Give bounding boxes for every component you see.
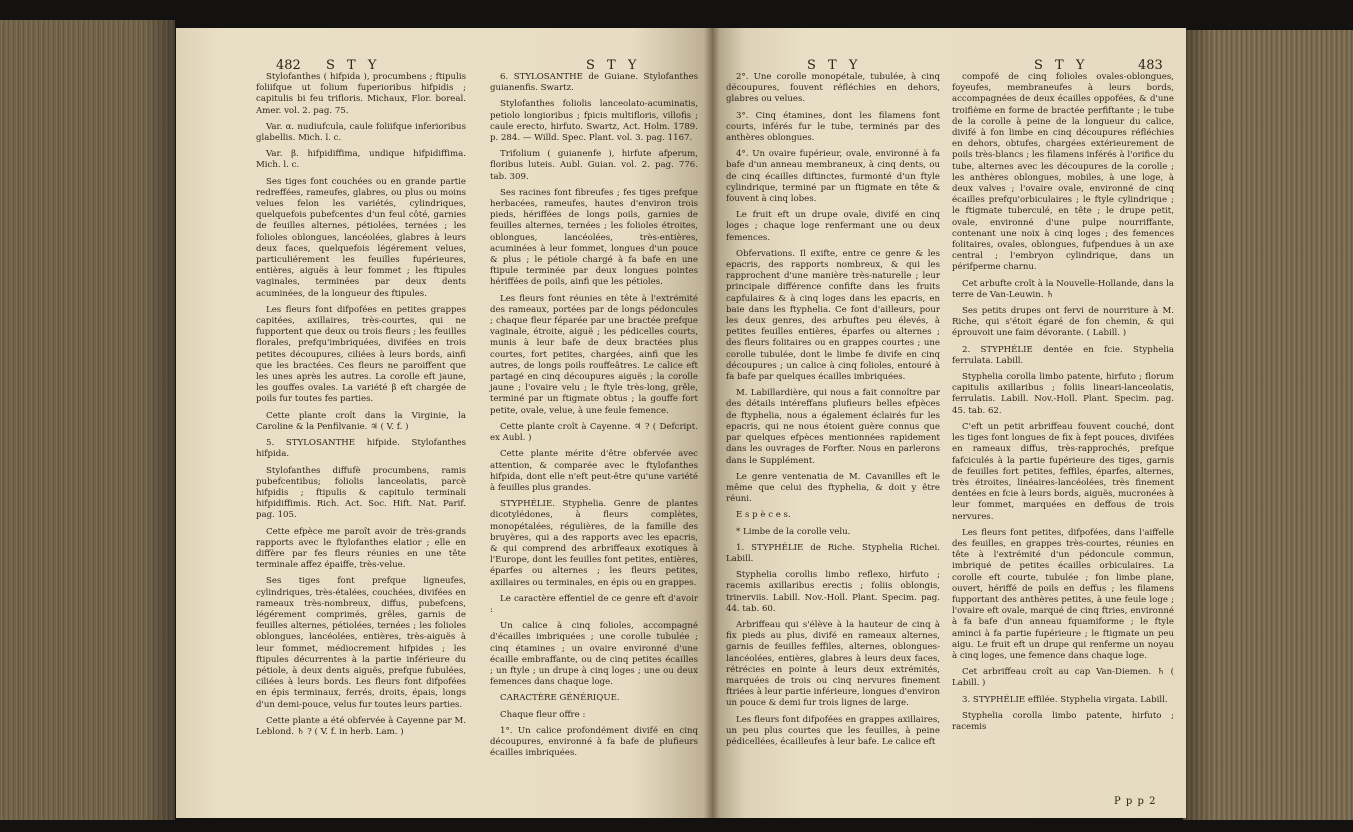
paragraph: 2°. Une corolle monopétale, tubulée, à cinq découpures, fouvent réfléchies en dehors, glabres ou velues. [726, 72, 940, 105]
paragraph: Var. α. nudiufcula, caule foliifque inferioribus glabellis. Mich. l. c. [256, 121, 466, 144]
signature-mark: P p p 2 [1114, 796, 1157, 807]
paragraph: Le genre ventenatia de M. Cavanilles eft le même que celui des ftyphelia, & doit y être réuni. [726, 471, 940, 505]
paragraph: * Limbe de la corolle velu. [736, 526, 851, 537]
paragraph: Trifolium ( guianenfe ), hirfute afperum, floribus luteis. Aubl. Guian. vol. 2. pag. 776. tab. 309. [490, 149, 698, 182]
paragraph: Ses petits drupes ont fervi de nourriture à M. Riche, qui s'étoit égaré de fon chemin, & qui éprouvoit une faim dévorante. ( Labill. ) [952, 306, 1174, 339]
paragraph: Les fleurs font réunies en tête à l'extrémité des rameaux, portées par de longs pédoncules ; chaque fleur féparée par une bractée prefque vaginale, étroite, aiguë ; les pédicelles courts, munis à leur bafe de deux bractées plus courtes, fort petites, chargées, ainfi que les autres, de longs poils rouffeâtres. Le calice eft partagé en cinq découpures aiguës ; la corolle jaune ; l'ovaire velu ; le ftyle très-long, grêle, terminé par un ftigmate obtus ; la gouffe fort petite, ovale, velue, à une feule femence. [490, 293, 698, 416]
paragraph: Ses tiges font couchées ou en grande partie redreffées, rameufes, glabres, ou plus ou moins velues felon les variétés, cylindriques, quelquefois pubefcentes d'un feul côté, garnies de feuilles alternes, pétiolées, ternées ; les folioles oblongues, lancéolées, glabres à leurs deux faces, quelquefois légérement velues, particuliérement les feuilles fupérieures, entières, aiguës à leur fommet ; les ftipules vaginales, terminées par deux dents acuminées, de la longueur des ftipules. [256, 176, 466, 299]
paragraph: 3. STYPHÉLIE effilée. Styphelia virgata. Labill. [962, 694, 1168, 705]
right-running-head-2: S T Y [1034, 58, 1089, 73]
paragraph: C'eft un petit arbriffeau fouvent couché, dont les tiges font longues de fix à fept pouces, divifées en rameaux diffus, très-rapprochés, prefque fafciculés à la partie fupérieure des tiges, garnis de feuilles fort petites, feffiles, éparfes, alternes, très étroites, linéaires-lancéolées, très finement dentées en fcie à leurs bords, aiguës, mucronées à leur fommet, marquées en deffous de trois nervures. [952, 421, 1174, 522]
right-page [712, 28, 1186, 818]
right-column-1 [726, 72, 940, 753]
left-running-head-2: S T Y [586, 58, 641, 73]
paragraph: Arbriffeau qui s'élève à la hauteur de cinq à fix pieds au plus, divifé en rameaux alternes, garnis de feuilles feffiles, alternes, oblongues-lancéolées, entières, glabres à leurs deux faces, rétrécies en pointe à leurs deux extrémités, marquées de trois ou cinq nervures finement ftriées à leur partie inférieure, longues d'environ un pouce & demi fur trois lignes de large. [726, 619, 940, 709]
left-column-1 [256, 72, 466, 743]
paragraph: 6. STYLOSANTHE de Guiane. Stylofanthes guianenfis. Swartz. [490, 72, 698, 94]
right-page-number: 483 [1138, 58, 1163, 73]
paragraph: Ses racines font fibreufes ; fes tiges prefque herbacées, rameufes, hautes d'environ trois pieds, hériffées de longs poils, garnies de feuilles alternes, ternées ; les folioles étroites, oblongues, lancéolées, très-entières, acuminées à leur fommet, longues d'un pouce & plus ; le pétiole chargé à fa bafe en une ftipule terminée par deux longues pointes hériffées de poils, ainfi que les pétioles. [490, 187, 698, 288]
paragraph: Styphelia corolla limbo patente, hirfuto ; florum capitulis axillaribus ; foliis lineari-lanceolatis, ferrulatis. Labill. Nov.-Holl. Plant. Specim. pag. 45. tab. 62. [952, 372, 1174, 416]
paragraph: Cette efpèce me paroît avoir de très-grands rapports avec le ftylofanthes elatior ; elle en diffère par fes fleurs réunies en une tête terminale affez épaiffe, très-velue. [256, 526, 466, 571]
paragraph: compofé de cinq folioles ovales-oblongues, foyeufes, membraneufes à leurs bords, accompagnées de deux écailles oppofées, & d'une troifième en forme de bractée perfiftante ; le tube de la corolle à peine de la longueur du calice, divifé à fon limbe en cinq découpures réfléchies en dehors, obtufes, chargées extérieurement de poils très-blancs ; les filamens inférés à l'orifice du tube, alternes avec les découpures de la corolle ; les anthères oblongues, mobiles, à une loge, à deux valves ; l'ovaire ovale, environné de cinq écailles prefqu'orbiculaires ; le ftyle cylindrique ; le ftigmate tuberculé, en tête ; le drupe petit, ovale, environné d'une pulpe nourriffante, contenant une noix à cinq loges ; des femences folitaires, ovales, oblongues, fufpendues à un axe central ; l'embryon cylindrique, dans un périfperme charnu. [952, 72, 1174, 273]
paragraph: Chaque fleur offre : [500, 709, 586, 720]
paragraph: Cette plante croît dans la Virginie, la Caroline & la Penfilvanie. ♃ ( V. f. ) [256, 410, 466, 432]
left-page-number: 482 [276, 58, 301, 73]
paragraph: Cet arbufte croît à la Nouvelle-Hollande, dans la terre de Van-Leuwin. ♄ [952, 278, 1174, 300]
paragraph: Styphelia corollis limbo reflexo, hirfuto ; racemis axillaribus erectis ; foliis oblongis, trinerviis. Labill. Nov.-Holl. Plant. Specim. pag. 44. tab. 60. [726, 570, 940, 614]
paragraph: Cette plante mérite d'être obfervée avec attention, & comparée avec le ftylofanthes hifpida, dont elle n'eft peut-être qu'une variété à feuilles plus grandes. [490, 449, 698, 493]
paragraph: 1. STYPHÉLIE de Riche. Styphelia Richei. Labill. [726, 542, 940, 564]
paragraph: Obfervations. Il exifte, entre ce genre & les epacris, des rapports nombreux, & qui les rapprochent d'une manière très-naturelle ; leur principale différence confifte dans les fruits capfulaires & à cinq loges dans les epacris, en baie dans les ftyphelia. Ce font d'ailleurs, pour les deux genres, des arbuftes peu élevés, à petites feuilles entières, éparfes ou alternes ; des fleurs folitaires ou en grappes courtes ; une corolle tubulée, dont le limbe fe divife en cinq découpures ; un calice à cinq folioles, entouré à fa bafe par quelques écailles imbriquées. [726, 248, 940, 383]
left-running-head-1: S T Y [326, 58, 381, 73]
paragraph: Cette plante a été obfervée à Cayenne par M. Leblond. ♄ ? ( V. f. in herb. Lam. ) [256, 715, 466, 737]
right-column-2 [952, 72, 1174, 738]
paragraph: Les fleurs font difpofées en grappes axillaires, un peu plus courtes que les feuilles, à peine pédicellées, écailleufes à leur bafe. Le calice eft [726, 714, 940, 747]
paragraph: Le caractère effentiel de ce genre eft d'avoir : [490, 593, 698, 615]
paragraph: M. Labillardière, qui nous a fait connoître par des détails intéreffans plufieurs belles efpèces de ftyphelia, nous a également éclairés fur les epacris, qui ne nous étoient guère connus que par quelques efpèces mentionnées rapidement dans les ouvrages de Forfter. Nous en parlerons dans le Supplément. [726, 388, 940, 466]
paragraph: Un calice à cinq folioles, accompagné d'écailles imbriquées ; une corolle tubulée ; cinq étamines ; un ovaire environné d'une écaille embraffante, ou de cinq petites écailles ; un ftyle ; un drupe à cinq loges ; une ou deux femences dans chaque loge. [490, 621, 698, 688]
left-column-2 [490, 72, 698, 764]
paragraph: Var. β. hifpidiffima, undique hifpidiffima. Mich. l. c. [256, 149, 466, 171]
book-gutter [704, 28, 720, 818]
paragraph: 5. STYLOSANTHE hifpide. Stylofanthes hifpida. [256, 438, 466, 460]
paragraph: Stylofanthes ( hifpida ), procumbens ; ftipulis foliifque ut folium fuperioribus hifpidis ; capitulis bi feu trifloris. Michaux, Flor. boreal. Amer. vol. 2. pag. 75. [256, 72, 466, 116]
right-running-head-1: S T Y [807, 58, 862, 73]
paragraph: 4°. Un ovaire fupérieur, ovale, environné à fa bafe d'un anneau membraneux, à cinq dents, ou de cinq écailles diftinctes, furmonté d'un ftyle cylindrique, terminé par un ftigmate en tête & fouvent à cinq lobes. [726, 149, 940, 205]
paragraph: CARACTÈRE GÉNÉRIQUE. [500, 693, 620, 704]
paragraph: 3°. Cinq étamines, dont les filamens font courts, inférés fur le tube, terminés par des anthères oblongues. [726, 110, 940, 144]
paragraph: STYPHÉLIE. Styphelia. Genre de plantes dicotylédones, à fleurs complètes, monopétalées, régulières, de la famille des bruyères, qui a des rapports avec les epacris, & qui comprend des arbriffeaux exotiques à l'Europe, dont les feuilles font petites, entières, éparfes ou alternes ; les fleurs petites, axillaires ou terminales, en épis ou en grappes. [490, 499, 698, 588]
paragraph: Stylofanthes diffufè procumbens, ramis pubefcentibus; foliolis lanceolatis, parcè hifpidis ; ftipulis & capitulo terminali hifpidiffimis. Rich. Act. Soc. Hift. Nat. Parif. pag. 105. [256, 465, 466, 521]
paragraph: Stylofanthes foliolis lanceolato-acuminatis, petiolo longioribus ; fpicis multifloris, villofis ; caule erecto, hirfuto. Swartz, Act. Holm. 1789. p. 284. — Willd. Spec. Plant. vol. 3. pag. 1167. [490, 99, 698, 144]
paragraph: Cet arbriffeau croît au cap Van-Diemen. ♄ ( Labill. ) [952, 667, 1174, 689]
paragraph: Cette plante croît à Cayenne. ♃ ? ( Defcript. ex Aubl. ) [490, 421, 698, 444]
paragraph: Styphelia corolla limbo patente, hirfuto ; racemis [952, 710, 1174, 732]
paragraph: Les fleurs font difpofées en petites grappes capitées, axillaires, très-courtes, qui ne fupportent que deux ou trois fleurs ; les feuilles florales, prefqu'imbriquées, divifées en trois petites découpures, ciliées à leurs bords, ainfi que les bractées. Ces fleurs ne paroiffent que les unes après les autres. La corolle eft jaune, les gouffes ovales. La variété β eft chargée de poils fur toutes fes parties. [256, 304, 466, 405]
paragraph: 1°. Un calice profondément divifé en cinq découpures, environné à fa bafe de plufieurs écailles imbriquées. [490, 725, 698, 759]
right-page-edges [1183, 30, 1353, 820]
left-page-edges [0, 20, 175, 820]
paragraph: E s p è c e s. [736, 510, 791, 521]
left-page [176, 28, 712, 818]
paragraph: Le fruit eft un drupe ovale, divifé en cinq loges ; chaque loge renfermant une ou deux femences. [726, 210, 940, 243]
paragraph: Ses tiges font prefque ligneufes, cylindriques, très-étalées, couchées, divifées en rameaux très-nombreux, diffus, pubefcens, légérement comprimés, grêles, garnis de feuilles alternes, pétiolées, ternées ; les folioles oblongues, lancéolées, entières, très-aiguës à leur fommet, médiocrement hifpides ; les ftipules décurrentes à la partie inférieure du pétiole, à deux dents aiguës, prefque fubulées, ciliées à leurs bords. Les fleurs font difpofées en épis terminaux, ferrés, droits, épais, longs d'un demi-pouce, velus fur toutes leurs parties. [256, 576, 466, 710]
paragraph: 2. STYPHÉLIE dentée en fcie. Styphelia ferrulata. Labill. [952, 344, 1174, 366]
paragraph: Les fleurs font petites, difpofées, dans l'aiffelle des feuilles, en grappes très-courtes, réunies en tête à l'extrémité d'un pédoncule commun, imbriqué de petites écailles orbiculaires. La corolle eft courte, tubulée ; fon limbe plane, ouvert, hériffé de poils en deffus ; les filamens fupportant des anthères petites, à une feule loge ; l'ovaire eft ovale, marqué de cinq ftries, environné à fa bafe d'un anneau fquamiforme ; le ftyle aminci à fa partie fupérieure ; le ftigmate un peu aigu. Le fruit eft un drupe qui renferme un noyau à cinq loges, une femence dans chaque loge. [952, 527, 1174, 661]
